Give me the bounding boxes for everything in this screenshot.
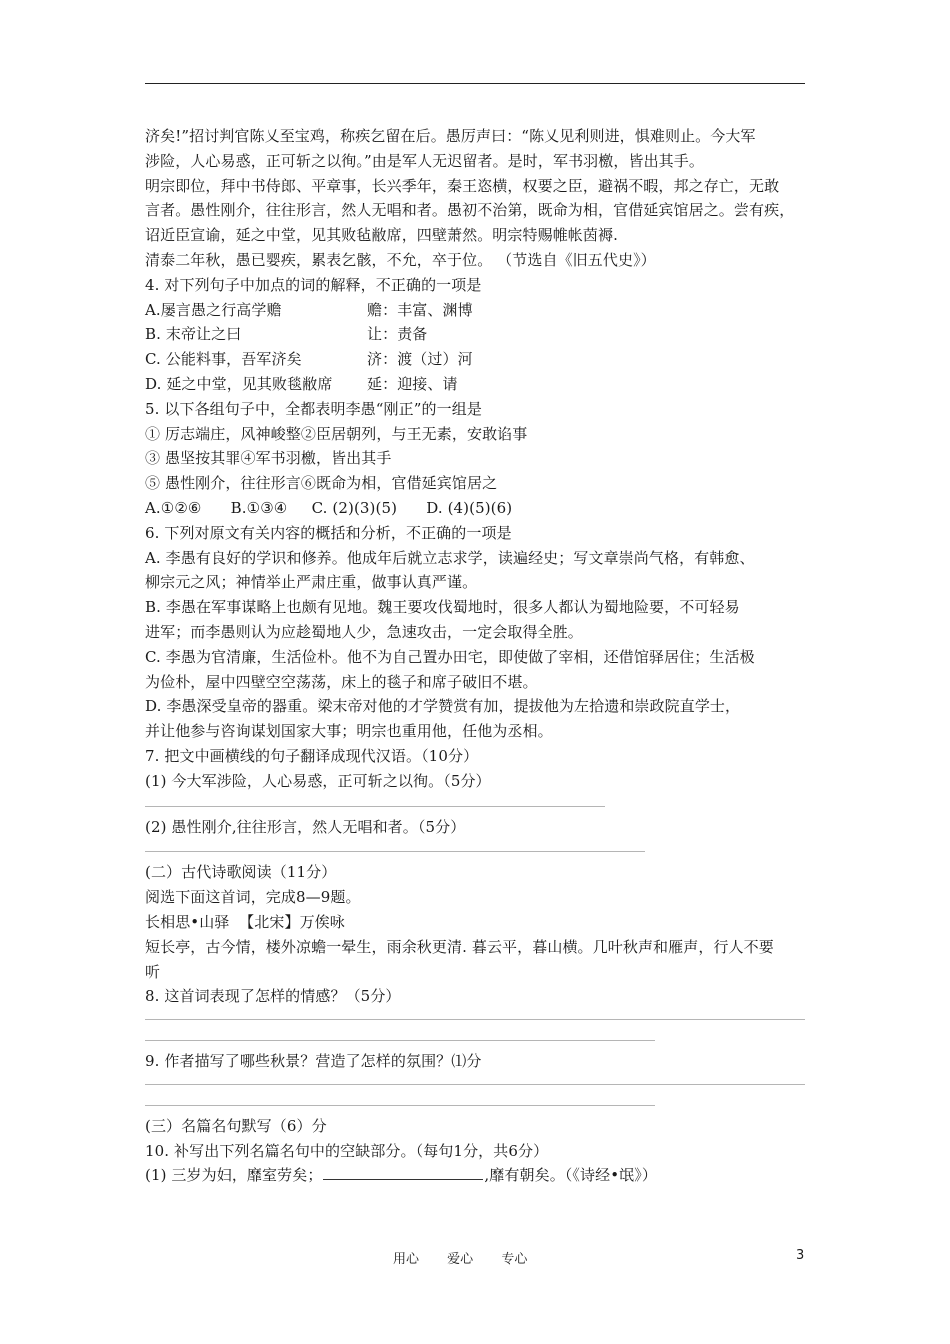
- question-stem: 7. 把文中画横线的句子翻译成现代汉语。（10分）: [145, 746, 479, 765]
- option-line: B. 李愚在军事谋略上也颇有见地。魏王要攻伐蜀地时，很多人都认为蜀地险要，不可轻易: [145, 598, 740, 617]
- option-row: [145, 347, 813, 372]
- footer-word: 用心: [393, 1252, 420, 1267]
- question-stem: 5. 以下各组句子中，全都表明李愚“刚正”的一组是: [145, 399, 482, 418]
- option-row: [145, 298, 813, 323]
- question-10: 10. 补写出下列名篇名句中的空缺部分。（每句1分，共6分）: [145, 1141, 549, 1160]
- fill-blank-prefix: (1) 三岁为妇，靡室劳矣；: [145, 1166, 323, 1185]
- option-row: [145, 322, 813, 347]
- option-line: 进军；而李愚则认为应趁蜀地人少，急速攻击，一定会取得全胜。: [145, 622, 583, 641]
- answer-line[interactable]: [145, 1019, 805, 1020]
- answer-line[interactable]: [145, 851, 645, 852]
- passage-line: 涉险，人心易惑，正可斩之以徇。”由是军人无迟留者。是时，军书羽檄，皆出其手。: [145, 151, 704, 170]
- passage-line: 济矣!”招讨判官陈乂至宝鸡，称疾乞留在后。愚厉声曰：“陈乂见利则进，惧难则止。今大军: [145, 127, 756, 145]
- question-9: 9. 作者描写了哪些秋景？营造了怎样的氛围？⑴分: [145, 1052, 482, 1071]
- fill-blank-suffix: ,靡有朝矣。（《诗经•氓》）: [484, 1166, 657, 1185]
- passage: [145, 124, 813, 273]
- sub-question: (2) 愚性刚介,往往形言，然人无唱和者。（5分）: [145, 817, 466, 836]
- answer-line[interactable]: [145, 1105, 655, 1106]
- section-heading: (二）古代诗歌阅读（11分）: [145, 863, 337, 882]
- header-rule: [145, 83, 805, 84]
- poem-text: 短长亭，古今情，楼外凉蟾一晕生，雨余秋更清. 暮云平，暮山横。几叶秋声和雁声，行人不要: [145, 937, 774, 956]
- question-stem: 4. 对下列句子中加点的词的解释，不正确的一项是: [145, 275, 482, 294]
- option-sentence: B. 末帝让之曰: [145, 325, 242, 344]
- section-intro: 阅选下面这首词，完成8—9题。: [145, 888, 361, 907]
- question-4: [145, 273, 813, 397]
- poem-title: 长相思•山驿 【北宋】万俟咏: [145, 912, 345, 931]
- poem-text: 听: [145, 962, 161, 981]
- section-poetry: [145, 860, 813, 1106]
- option-line: 为俭朴，屋中四壁空空荡荡，床上的毯子和席子破旧不堪。: [145, 672, 538, 691]
- question-8: 8. 这首词表现了怎样的情感？（5分）: [145, 987, 401, 1006]
- question-7: [145, 744, 813, 852]
- footer-slogan: [393, 1248, 551, 1267]
- option-line: D. 李愚深受皇帝的器重。梁末帝对他的才学赞赏有加，提拔他为左拾遗和崇政院直学士，: [145, 697, 741, 716]
- fill-blank-line: [145, 1163, 813, 1188]
- question-stem: 6. 下列对原文有关内容的概括和分析，不正确的一项是: [145, 523, 512, 542]
- option-gloss: 赡：丰富、渊博: [367, 300, 473, 319]
- question-5: [145, 397, 813, 521]
- passage-line: 清泰二年秋，愚已婴疾，累表乞骸，不允，卒于位。 （节选自《旧五代史》）: [145, 250, 656, 269]
- answer-line[interactable]: [145, 1040, 655, 1041]
- option-gloss: 济：渡（过）河: [367, 350, 473, 369]
- document-body: [145, 124, 813, 1188]
- option-sentence: D. 延之中堂，见其败毯敝席: [145, 374, 333, 393]
- option-sentence: C. 公能料事，吾军济矣: [145, 350, 302, 369]
- sentence-group: ① 厉志端庄，风神峻整②臣居朝列，与王无素，安敢谄事: [145, 424, 528, 443]
- option-gloss: 让：责备: [367, 325, 428, 344]
- answer-line[interactable]: [145, 806, 605, 807]
- sub-question: (1) 今大军涉险，人心易惑，正可斩之以徇。（5分）: [145, 771, 491, 790]
- footer-word: 爱心: [447, 1252, 474, 1267]
- option-gloss: 延：迎接、请: [367, 374, 458, 393]
- footer-word: 专心: [501, 1252, 528, 1267]
- passage-line: 诏近臣宣谕，延之中堂，见其败毡敝席，四壁萧然。明宗特赐帷帐茵褥.: [145, 226, 618, 245]
- option-line: 并让他参与咨询谋划国家大事；明宗也重用他，任他为丞相。: [145, 722, 553, 741]
- question-6: [145, 521, 813, 744]
- passage-line: 明宗即位，拜中书侍郎、平章事，长兴季年，秦王恣横，权要之臣，避祸不暇，邦之存亡，无敢: [145, 176, 780, 195]
- option-sentence: A.屡言愚之行高学赡: [145, 300, 282, 319]
- page-number: 3: [796, 1248, 805, 1263]
- section-recitation: [145, 1114, 813, 1188]
- option-line: A. 李愚有良好的学识和修养。他成年后就立志求学，读遍经史；写文章崇尚气格，有韩愈、: [145, 548, 755, 567]
- sentence-group: ⑤ 愚性刚介，往往形言⑥既命为相，官借延宾馆居之: [145, 474, 498, 493]
- passage-line: 言者。愚性刚介，往往形言，然人无唱和者。愚初不治第，既命为相，官借延宾馆居之。尝有疾，: [145, 201, 795, 220]
- section-heading: (三）名篇名句默写（6）分: [145, 1116, 327, 1135]
- fill-blank-input[interactable]: [323, 1165, 483, 1180]
- answer-choices: A.①②⑥ B.①③④ C. (2)(3)(5) D. (4)(5)(6): [145, 498, 513, 517]
- answer-line[interactable]: [145, 1084, 805, 1085]
- sentence-group: ③ 愚坚按其罪④军书羽檄，皆出其手: [145, 449, 392, 468]
- option-line: C. 李愚为官清廉，生活俭朴。他不为自己置办田宅，即使做了宰相，还借馆驿居住；生活极: [145, 647, 755, 666]
- option-line: 柳宗元之风；神情举止严肃庄重，做事认真严谨。: [145, 573, 478, 592]
- option-row: [145, 372, 813, 397]
